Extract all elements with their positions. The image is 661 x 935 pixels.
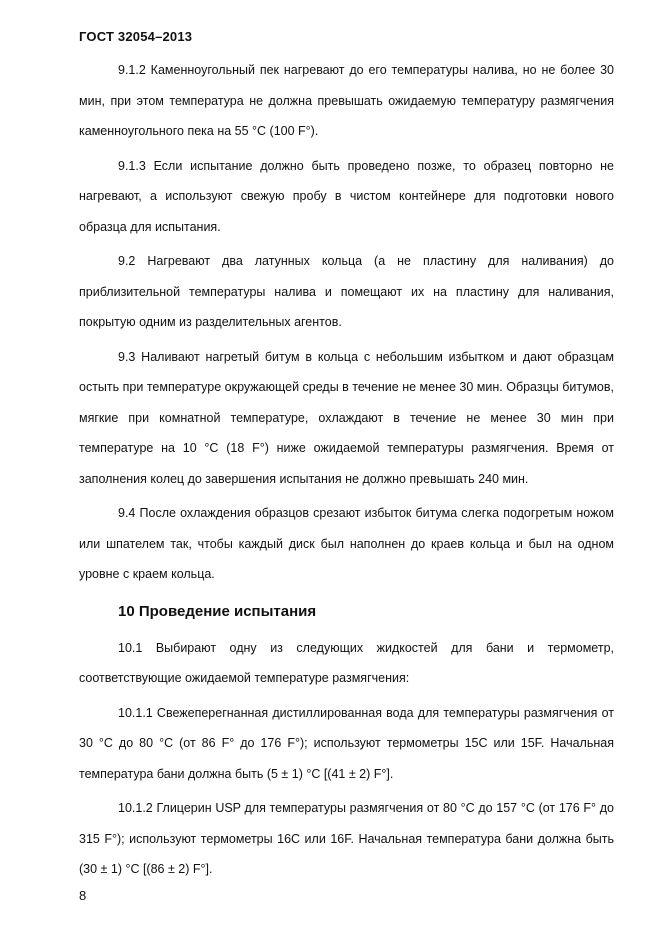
paragraph-9-2: 9.2 Нагревают два латунных кольца (а не пластину для наливания) до приблизительной температуры налива и помещают их на пластину для наливания, покрытую одним из разделительных агентов. xyxy=(79,254,614,329)
paragraph-9-4: 9.4 После охлаждения образцов срезают избыток битума слегка подогретым ножом или шпателем так, чтобы каждый диск был наполнен до краев кольца и был на одном уровне с краем кольца. xyxy=(79,506,614,581)
document-header: ГОСТ 32054–2013 xyxy=(79,29,193,44)
page-number: 8 xyxy=(79,888,87,903)
paragraph-9-1-3: 9.1.3 Если испытание должно быть проведено позже, то образец повторно не нагревают, а используют свежую пробу в чистом контейнере для подготовки нового образца для испытания. xyxy=(79,158,614,234)
paragraph-9-1-2: 9.1.2 Каменноугольный пек нагревают до его температуры налива, но не более 30 мин, при этом температура не должна превышать ожидаемую температуру размягчения каменноугольного пека на 55 °C (100 F°). xyxy=(79,63,614,138)
section-heading: 10 Проведение испытания xyxy=(118,602,317,620)
paragraph-9-3: 9.3 Наливают нагретый битум в кольца с небольшим избытком и дают образцам остыть при температуре окружающей среды в течение не менее 30 мин. Образцы битумов, мягкие при комнатной температуре, охлаждают в течение не менее 30 мин при температуре на 10 °C (18 F°) ниже ожидаемой температуры размягчения. Время от заполнения колец до завершения испытания не должно превышать 240 мин. xyxy=(79,349,614,486)
paragraph-10-1: 10.1 Выбирают одну из следующих жидкостей для бани и термометр, соответствующие ожидаемой температуре размягчения: xyxy=(79,640,614,685)
document-body xyxy=(79,55,614,889)
paragraph-10-1-2: 10.1.2 Глицерин USP для температуры размягчения от 80 °C до 157 °C (от 176 F° до 315 F°); используют термометры 16C или 16F. Начальная температура бани должна быть (30 ± 1) °C [(86 ± 2) F°]. xyxy=(79,801,614,876)
paragraph-10-1-1: 10.1.1 Свежеперегнанная дистиллированная вода для температуры размягчения от 30 °C до 80 °C (от 86 F° до 176 F°); используют термометры 15C или 15F. Начальная температура бани должна быть (5 ± 1) °C [(41 ± 2) F°]. xyxy=(79,705,614,781)
